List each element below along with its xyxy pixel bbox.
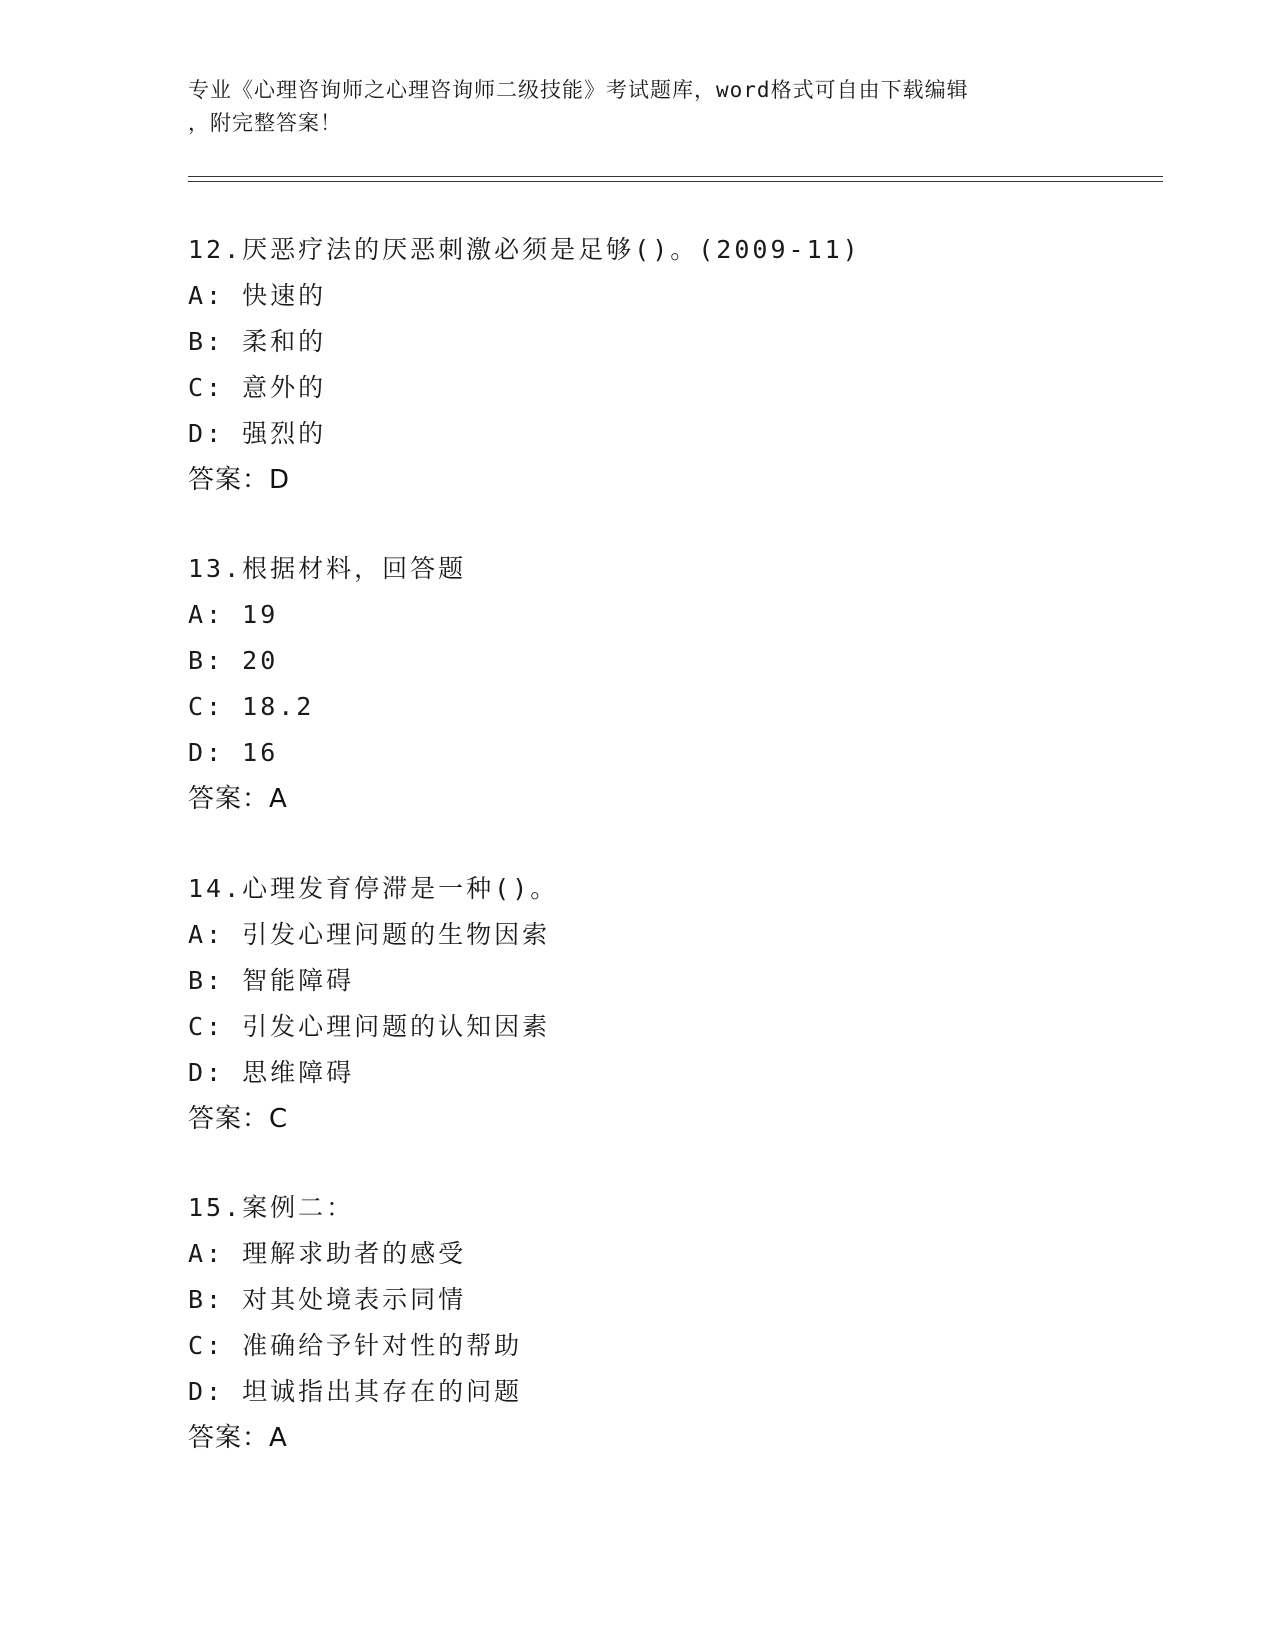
document-header	[188, 74, 1088, 140]
option-c: C: 意外的	[188, 373, 327, 402]
answer: 答案：C	[188, 1104, 289, 1134]
question-title: 13.根据材料，回答题	[188, 554, 467, 583]
question-12	[188, 227, 1088, 503]
option-a: A: 快速的	[188, 281, 327, 310]
answer: 答案：D	[188, 465, 291, 495]
question-14	[188, 866, 1088, 1142]
option-b: B: 柔和的	[188, 327, 327, 356]
option-d: D: 坦诚指出其存在的问题	[188, 1377, 523, 1406]
option-a: A: 理解求助者的感受	[188, 1239, 467, 1268]
option-c: C: 引发心理问题的认知因素	[188, 1012, 551, 1041]
option-b: B: 20	[188, 646, 279, 675]
question-15	[188, 1185, 1088, 1461]
option-a: A: 19	[188, 600, 279, 629]
question-title: 12.厌恶疗法的厌恶刺激必须是足够()。(2009-11)	[188, 235, 861, 264]
question-title: 14.心理发育停滞是一种()。	[188, 874, 559, 903]
option-b: B: 智能障碍	[188, 966, 355, 995]
header-divider-top	[188, 176, 1163, 177]
option-c: C: 准确给予针对性的帮助	[188, 1331, 523, 1360]
option-d: D: 16	[188, 738, 279, 767]
answer: 答案：A	[188, 1423, 288, 1453]
answer: 答案：A	[188, 784, 288, 814]
option-b: B: 对其处境表示同情	[188, 1285, 467, 1314]
question-13	[188, 546, 1088, 822]
option-a: A: 引发心理问题的生物因索	[188, 920, 551, 949]
header-divider-bottom	[188, 181, 1163, 182]
option-d: D: 思维障碍	[188, 1058, 355, 1087]
header-line-2: ，附完整答案！	[188, 111, 342, 135]
header-line-1: 专业《心理咨询师之心理咨询师二级技能》考试题库，word格式可自由下载编辑	[188, 78, 969, 102]
option-d: D: 强烈的	[188, 419, 327, 448]
option-c: C: 18.2	[188, 692, 315, 721]
question-title: 15.案例二：	[188, 1193, 355, 1222]
